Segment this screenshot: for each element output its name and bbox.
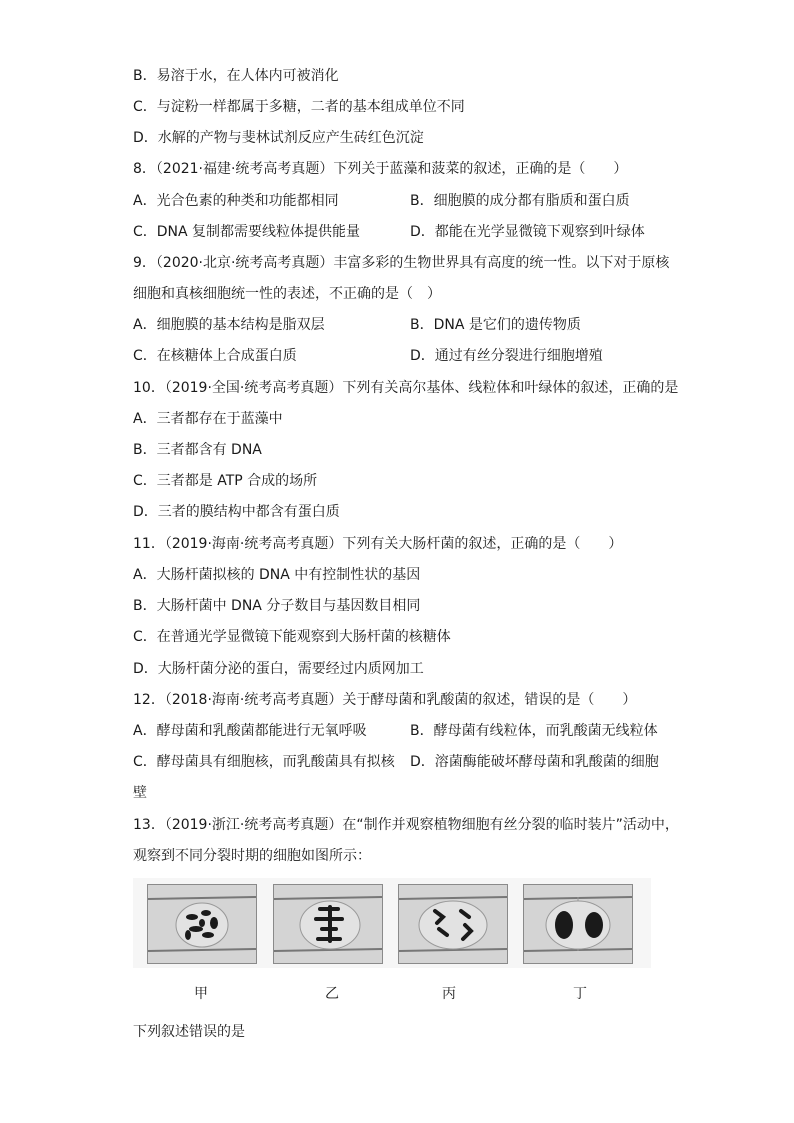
cell-image-bing — [398, 884, 508, 964]
question-9-row-2 — [133, 346, 603, 366]
cell-image-yi — [273, 884, 383, 964]
question-8-option-c: C．DNA 复制都需要线粒体提供能量 — [133, 224, 361, 240]
question-9-stem-line-1: 9．（2020·北京·统考高考真题）丰富多彩的生物世界具有高度的统一性。以下对于原核 — [133, 255, 670, 271]
question-13-stem-line-1: 13．（2019·浙江·统考高考真题）在“制作并观察植物细胞有丝分裂的临时装片”活动中， — [133, 817, 679, 833]
mitosis-figure — [133, 878, 651, 968]
question-12-option-d: D．溶菌酶能破坏酵母菌和乳酸菌的细胞 — [410, 754, 659, 770]
question-12-stem: 12．（2018·海南·统考高考真题）关于酵母菌和乳酸菌的叙述，错误的是（ ） — [133, 692, 637, 708]
question-10-option-a: A．三者都存在于蓝藻中 — [133, 411, 283, 427]
caption-ding: 丁 — [573, 986, 587, 1002]
question-10-stem: 10．（2019·全国·统考高考真题）下列有关高尔基体、线粒体和叶绿体的叙述，正确的是 — [133, 380, 679, 396]
question-8-row-1 — [133, 191, 630, 211]
question-9-option-b: B．DNA 是它们的遗传物质 — [410, 317, 581, 333]
question-12-option-a: A．酵母菌和乳酸菌都能进行无氧呼吸 — [133, 723, 367, 739]
question-11-option-c: C．在普通光学显微镜下能观察到大肠杆菌的核糖体 — [133, 629, 451, 645]
question-9-option-c: C．在核糖体上合成蛋白质 — [133, 348, 297, 364]
option-d-prev: D．水解的产物与斐林试剂反应产生砖红色沉淀 — [133, 130, 424, 146]
question-11-option-a: A．大肠杆菌拟核的 DNA 中有控制性状的基因 — [133, 567, 421, 583]
question-13-tail: 下列叙述错误的是 — [133, 1024, 245, 1040]
question-8-option-d: D．都能在光学显微镜下观察到叶绿体 — [410, 224, 645, 240]
question-12-option-d-wrap: 壁 — [133, 785, 147, 801]
question-8-stem: 8．（2021·福建·统考高考真题）下列关于蓝藻和菠菜的叙述，正确的是（ ） — [133, 161, 628, 177]
cell-image-ding — [523, 884, 633, 964]
question-12-option-c: C．酵母菌具有细胞核，而乳酸菌具有拟核 — [133, 754, 395, 770]
question-13-stem-line-2: 观察到不同分裂时期的细胞如图所示： — [133, 848, 371, 864]
question-8-row-2 — [133, 222, 645, 242]
question-9-row-1 — [133, 315, 581, 335]
question-11-stem: 11．（2019·海南·统考高考真题）下列有关大肠杆菌的叙述，正确的是（ ） — [133, 536, 623, 552]
question-12-row-2 — [133, 752, 659, 772]
cell-image-jia — [147, 884, 257, 964]
question-12-option-b: B．酵母菌有线粒体，而乳酸菌无线粒体 — [410, 723, 658, 739]
caption-jia: 甲 — [194, 986, 208, 1002]
option-c-prev: C．与淀粉一样都属于多糖，二者的基本组成单位不同 — [133, 99, 465, 115]
question-9-option-a: A．细胞膜的基本结构是脂双层 — [133, 317, 325, 333]
question-12-row-1 — [133, 721, 658, 741]
question-8-option-a: A．光合色素的种类和功能都相同 — [133, 193, 339, 209]
question-8-option-b: B．细胞膜的成分都有脂质和蛋白质 — [410, 193, 630, 209]
option-b-prev: B．易溶于水，在人体内可被消化 — [133, 68, 339, 84]
question-9-option-d: D．通过有丝分裂进行细胞增殖 — [410, 348, 603, 364]
question-10-option-c: C．三者都是 ATP 合成的场所 — [133, 473, 318, 489]
question-10-option-b: B．三者都含有 DNA — [133, 442, 262, 458]
caption-yi: 乙 — [325, 986, 339, 1002]
question-10-option-d: D．三者的膜结构中都含有蛋白质 — [133, 504, 340, 520]
question-11-option-d: D．大肠杆菌分泌的蛋白，需要经过内质网加工 — [133, 661, 424, 677]
question-9-stem-line-2: 细胞和真核细胞统一性的表述，不正确的是（ ） — [133, 286, 441, 302]
caption-bing: 丙 — [442, 986, 456, 1002]
question-11-option-b: B．大肠杆菌中 DNA 分子数目与基因数目相同 — [133, 598, 421, 614]
